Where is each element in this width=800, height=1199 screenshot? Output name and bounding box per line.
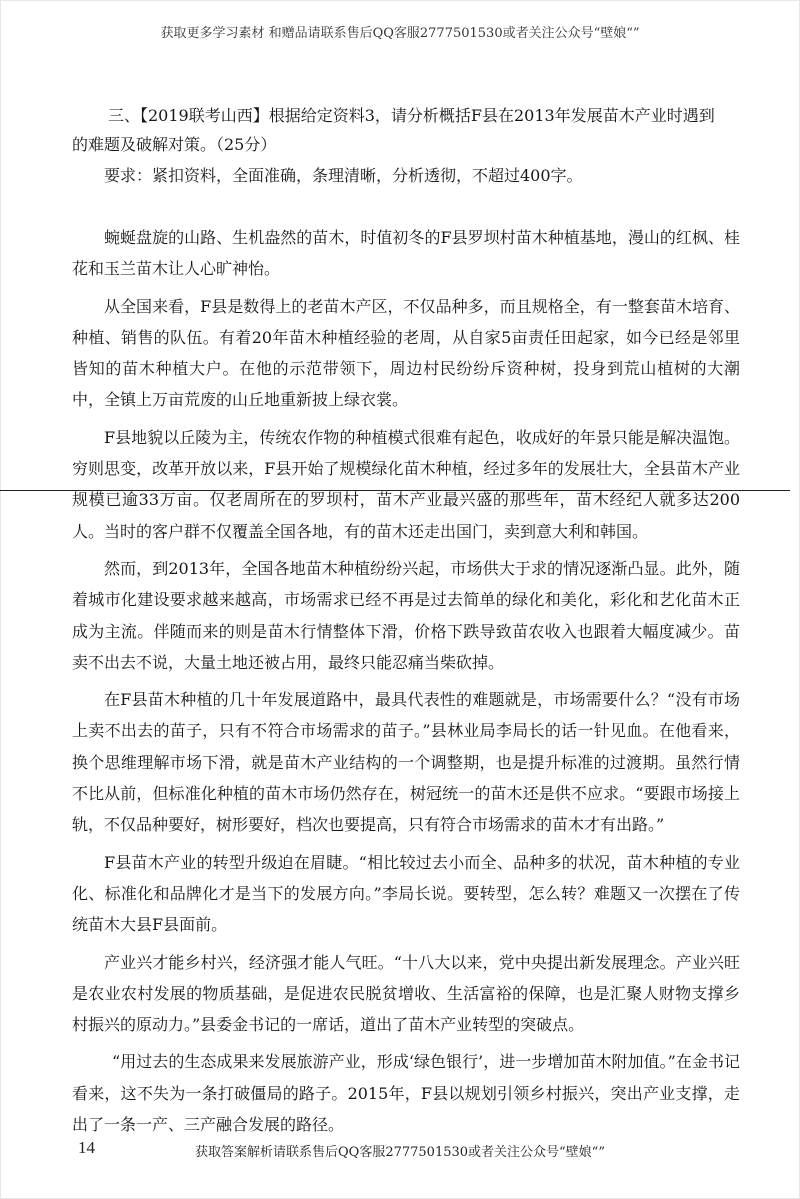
question-requirement: 要求：紧扣资料，全面准确，条理清晰，分析透彻，不超过400字。 [104,166,583,185]
question-line-1: 三、【2019联考山西】根据给定资料3，请分析概括F县在2013年发展苗木产业时遇到 [108,106,715,125]
page-number: 14 [78,1138,95,1157]
page-header: 获取更多学习素材 和赠品请联系售后QQ客服2777501530或者关注公众号“壁娘“” [160,26,640,41]
question-line-2: 的难题及破解对策。（25分） [72,135,277,154]
footer-text: 获取答案解析请联系售后QQ客服2777501530或者关注公众号“壁娘“” [195,1145,605,1160]
scan-artifact-line [0,490,790,491]
paragraph: F县苗木产业的转型升级迫在眉睫。“相比较过去小而全、品种多的状况，苗木种植的专业化、标准化和品牌化才是当下的发展方向。”李局长说。要转型，怎么转？难题又一次摆在了传统苗木大县F县面前。 [72,852,740,935]
question-block [72,101,740,190]
paragraph: “用过去的生态成果来发展旅游产业，形成‘绿色银行’，进一步增加苗木附加值。”在金书记看来，这不失为一条打破僵局的路子。2015年，F县以规划引领乡村振兴，突出产业支撑，走出了一条一产、三产融合发展的路径。 [72,1052,740,1135]
material-text [72,222,740,1146]
paragraph: F县地貌以丘陵为主，传统农作物的种植模式很难有起色，收成好的年景只能是解决温饱。穷则思变，改革开放以来，F县开始了规模绿化苗木种植，经过多年的发展壮大，全县苗木产业规模已逾33万亩。仅老周所在的罗坝村，苗木产业最兴盛的那些年，苗木经纪人就多达200人。当时的客户群不仅覆盖全国各地，有的苗木还走出国门，卖到意大利和韩国。 [72,427,740,541]
paragraph: 在F县苗木种植的几十年发展道路中，最具代表性的难题就是，市场需要什么？“没有市场上卖不出去的苗子，只有不符合市场需求的苗子。”县林业局李局长的话一针见血。在他看来，换个思维理解市场下滑，就是苗木产业结构的一个调整期，也是提升标准的过渡期。虽然行情不比从前，但标准化种植的苗木市场仍然存在，树冠统一的苗木还是供不应求。“要跟市场接上轨，不仅品种要好，树形要好，档次也要提高，只有符合市场需求的苗木才有出路。” [72,690,740,835]
paragraph: 蜿蜒盘旋的山路、生机盎然的苗木，时值初冬的F县罗坝村苗木种植基地，漫山的红枫、桂花和玉兰苗木让人心旷神怡。 [72,228,740,279]
paragraph: 产业兴才能乡村兴，经济强才能人气旺。“十八大以来，党中央提出新发展理念。产业兴旺是农业农村发展的物质基础，是促进农民脱贫增收、生活富裕的保障，也是汇聚人财物支撑乡村振兴的原动力。”县委金书记的一席话，道出了苗木产业转型的突破点。 [72,952,740,1035]
paragraph: 从全国来看，F县是数得上的老苗木产区，不仅品种多，而且规格全，有一整套苗木培育、种植、销售的队伍。有着20年苗木种植经验的老周，从自家5亩责任田起家，如今已经是邻里皆知的苗木种植大户。在他的示范带领下，周边村民纷纷斥资种树，投身到荒山植树的大潮中，全镇上万亩荒废的山丘地重新披上绿衣裳。 [72,296,740,410]
paragraph: 然而，到2013年，全国各地苗木种植纷纷兴起，市场供大于求的情况逐渐凸显。此外，随着城市化建设要求越来越高，市场需求已经不再是过去简单的绿化和美化，彩化和艺化苗木正成为主流。伴随而来的则是苗木行情整体下滑，价格下跌导致苗农收入也跟着大幅度减少。苗卖不出去不说，大量土地还被占用，最终只能忍痛当柴砍掉。 [72,558,740,672]
